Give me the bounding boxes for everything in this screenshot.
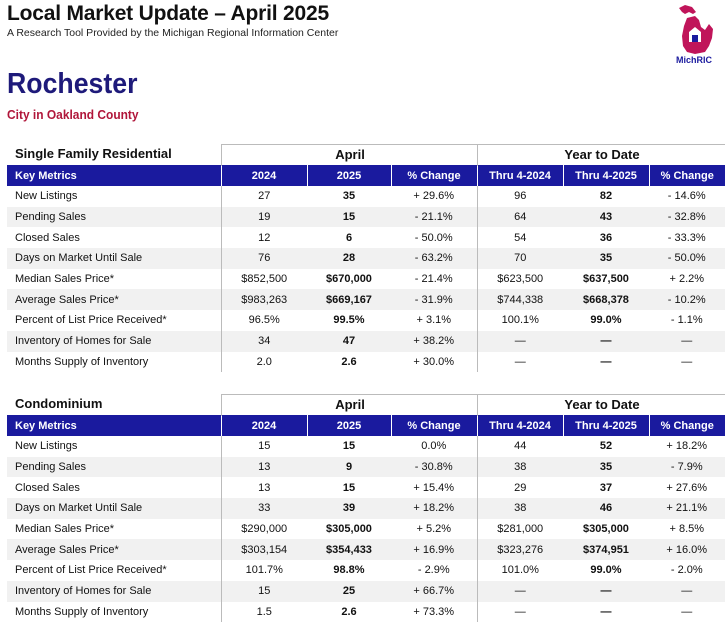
- metric-value: - 50.0%: [414, 231, 453, 244]
- metric-value: 99.0%: [590, 564, 622, 577]
- metric-value: 15: [307, 207, 391, 228]
- table-row: [7, 331, 725, 352]
- metric-value: $852,500: [221, 269, 307, 290]
- metric-value: —: [649, 331, 725, 352]
- metric-value: 15: [342, 481, 356, 494]
- metric-value: —: [649, 602, 725, 623]
- april-group-header: April: [221, 394, 478, 416]
- metric-value: + 21.1%: [649, 498, 725, 519]
- metric-value: + 27.6%: [649, 477, 725, 498]
- metric-value: + 2.2%: [649, 269, 725, 290]
- metric-value: 70: [477, 248, 563, 269]
- column-header: 2025: [307, 165, 391, 186]
- metric-value: + 38.2%: [391, 331, 477, 352]
- metric-value: 25: [307, 581, 391, 602]
- metric-value: —: [563, 581, 649, 602]
- metric-value: 52: [599, 440, 613, 453]
- table-row: [7, 602, 725, 623]
- table-row: [7, 207, 725, 228]
- metric-value: 64: [477, 207, 563, 228]
- metric-value: - 31.9%: [391, 289, 477, 310]
- metric-value: 15: [342, 440, 356, 453]
- metric-label: Median Sales Price*: [15, 523, 115, 536]
- table-row: [7, 310, 725, 331]
- metric-value: 35: [563, 248, 649, 269]
- metric-value: —: [477, 331, 563, 352]
- metric-value: - 50.0%: [649, 248, 725, 269]
- metric-value: 43: [563, 207, 649, 228]
- column-header: % Change: [391, 415, 477, 436]
- column-header: 2024: [221, 165, 307, 186]
- metric-value: 98.8%: [333, 564, 365, 577]
- table-row: [7, 519, 725, 540]
- table-row: [7, 477, 725, 498]
- metric-value: —: [600, 355, 612, 368]
- table-row: [7, 352, 725, 373]
- metric-value: 82: [599, 190, 613, 203]
- metric-value: - 1.1%: [649, 310, 725, 331]
- county-label: City in Oakland County: [7, 107, 139, 122]
- report-subtitle: A Research Tool Provided by the Michigan Regional Information Center: [7, 27, 339, 39]
- column-header: Thru 4-2025: [563, 165, 649, 186]
- metric-label: Days on Market Until Sale: [7, 498, 221, 519]
- metric-label: Inventory of Homes for Sale: [7, 331, 221, 352]
- table-row: [7, 227, 725, 248]
- metric-value: 12: [221, 227, 307, 248]
- metric-value: 99.0%: [590, 314, 622, 327]
- condominium-section: [7, 394, 725, 622]
- metric-value: 28: [307, 248, 391, 269]
- metric-label: New Listings: [15, 190, 78, 203]
- table-row: [7, 269, 725, 290]
- metric-value: $303,154: [221, 539, 307, 560]
- metric-value: $354,433: [307, 539, 391, 560]
- column-header: % Change: [391, 165, 477, 186]
- metric-value: $637,500: [583, 273, 629, 286]
- metric-value: 2.6: [341, 355, 357, 368]
- metric-value: 101.7%: [221, 560, 307, 581]
- metric-value: $983,263: [221, 289, 307, 310]
- metric-value: 54: [477, 227, 563, 248]
- metric-value: 15: [221, 436, 307, 457]
- section-title: Single Family Residential: [15, 146, 172, 161]
- metric-value: —: [477, 581, 563, 602]
- metric-value: + 8.5%: [649, 519, 725, 540]
- metric-label: Median Sales Price*: [15, 273, 115, 286]
- metric-value: $281,000: [477, 519, 563, 540]
- metric-value: $669,167: [307, 289, 391, 310]
- metric-value: —: [649, 581, 725, 602]
- logo-wordmark: MichRIC: [676, 55, 712, 65]
- report-title: Local Market Update – April 2025: [7, 2, 329, 25]
- section-title: Condominium: [15, 396, 103, 411]
- metric-value: 100.1%: [477, 310, 563, 331]
- metric-value: 15: [221, 581, 307, 602]
- metric-label: Days on Market Until Sale: [7, 248, 221, 269]
- april-group-header: April: [221, 144, 478, 166]
- metric-label: Average Sales Price*: [7, 289, 221, 310]
- metric-value: 13: [221, 457, 307, 478]
- metric-value: —: [477, 602, 563, 623]
- metric-value: - 63.2%: [391, 248, 477, 269]
- metric-value: 27: [221, 186, 307, 207]
- single-family-section: [7, 144, 725, 372]
- metric-value: + 16.0%: [649, 539, 725, 560]
- column-header: Key Metrics: [7, 165, 221, 186]
- metric-value: 33: [221, 498, 307, 519]
- metric-label: Average Sales Price*: [7, 539, 221, 560]
- metric-value: $305,000: [583, 523, 629, 536]
- metric-value: $374,951: [563, 539, 649, 560]
- metric-value: - 32.8%: [649, 207, 725, 228]
- metric-label: Percent of List Price Received*: [15, 314, 167, 327]
- metric-value: - 14.6%: [649, 186, 725, 207]
- metric-value: 29: [477, 477, 563, 498]
- metric-value: $744,338: [477, 289, 563, 310]
- metric-label: Percent of List Price Received*: [15, 564, 167, 577]
- metric-value: 96.5%: [221, 310, 307, 331]
- metric-value: $623,500: [477, 269, 563, 290]
- metric-value: - 33.3%: [649, 227, 725, 248]
- table-row: [7, 539, 725, 560]
- condominium-table: [7, 415, 725, 622]
- metric-value: - 21.4%: [414, 273, 453, 286]
- metric-value: 2.6: [341, 605, 357, 618]
- metric-value: 35: [342, 190, 356, 203]
- metric-value: 36: [599, 231, 613, 244]
- ytd-group-header: Year to Date: [477, 144, 725, 166]
- metric-value: 38: [477, 457, 563, 478]
- metric-value: - 2.0%: [649, 560, 725, 581]
- column-header: Thru 4-2024: [477, 415, 563, 436]
- metric-value: + 15.4%: [413, 481, 455, 494]
- column-header: Key Metrics: [7, 415, 221, 436]
- ytd-group-header: Year to Date: [477, 394, 725, 416]
- table-row: [7, 581, 725, 602]
- metric-value: + 29.6%: [413, 190, 455, 203]
- metric-value: - 21.1%: [391, 207, 477, 228]
- michric-logo: [665, 2, 723, 68]
- metric-value: —: [600, 605, 612, 618]
- metric-value: 9: [307, 457, 391, 478]
- metric-value: $305,000: [326, 523, 372, 536]
- metric-value: —: [477, 352, 563, 373]
- table-row: [7, 186, 725, 207]
- metric-value: $670,000: [326, 273, 372, 286]
- metric-value: - 2.9%: [417, 564, 450, 577]
- metric-value: 2.0: [221, 352, 307, 373]
- metric-value: 46: [563, 498, 649, 519]
- metric-value: 76: [221, 248, 307, 269]
- metric-value: + 3.1%: [416, 314, 452, 327]
- metric-value: 39: [307, 498, 391, 519]
- table-row: [7, 248, 725, 269]
- metric-value: 1.5: [221, 602, 307, 623]
- column-header: % Change: [649, 415, 725, 436]
- column-header: % Change: [649, 165, 725, 186]
- metric-value: + 18.2%: [391, 498, 477, 519]
- metric-value: + 16.9%: [391, 539, 477, 560]
- metric-value: 101.0%: [477, 560, 563, 581]
- metric-label: New Listings: [15, 440, 78, 453]
- metric-value: - 10.2%: [649, 289, 725, 310]
- metric-value: + 18.2%: [649, 436, 725, 457]
- table-row: [7, 436, 725, 457]
- single-family-table: [7, 165, 725, 372]
- metric-value: 6: [345, 231, 353, 244]
- metric-label: Months Supply of Inventory: [15, 605, 149, 618]
- metric-value: 34: [221, 331, 307, 352]
- metric-value: 37: [599, 481, 613, 494]
- column-header: 2025: [307, 415, 391, 436]
- metric-value: 38: [477, 498, 563, 519]
- metric-value: 44: [477, 436, 563, 457]
- metric-value: $668,378: [563, 289, 649, 310]
- metric-label: Months Supply of Inventory: [15, 355, 149, 368]
- metric-value: 47: [307, 331, 391, 352]
- metric-value: + 66.7%: [391, 581, 477, 602]
- column-header: 2024: [221, 415, 307, 436]
- metric-label: Closed Sales: [15, 481, 80, 494]
- metric-value: —: [649, 352, 725, 373]
- metric-value: 99.5%: [333, 314, 365, 327]
- table-row: [7, 457, 725, 478]
- metric-label: Closed Sales: [15, 231, 80, 244]
- metric-value: $290,000: [221, 519, 307, 540]
- metric-value: 0.0%: [421, 440, 447, 453]
- metric-label: Pending Sales: [7, 457, 221, 478]
- metric-label: Pending Sales: [7, 207, 221, 228]
- metric-value: 35: [563, 457, 649, 478]
- metric-value: 19: [221, 207, 307, 228]
- metric-value: - 30.8%: [391, 457, 477, 478]
- metric-value: 13: [221, 477, 307, 498]
- metric-value: + 73.3%: [413, 605, 455, 618]
- city-name: Rochester: [7, 68, 138, 100]
- column-header: Thru 4-2025: [563, 415, 649, 436]
- metric-value: + 5.2%: [416, 523, 452, 536]
- metric-value: $323,276: [477, 539, 563, 560]
- metric-value: + 30.0%: [413, 355, 455, 368]
- metric-value: 96: [477, 186, 563, 207]
- table-row: [7, 498, 725, 519]
- metric-label: Inventory of Homes for Sale: [7, 581, 221, 602]
- column-header: Thru 4-2024: [477, 165, 563, 186]
- metric-value: —: [563, 331, 649, 352]
- table-row: [7, 560, 725, 581]
- table-row: [7, 289, 725, 310]
- metric-value: - 7.9%: [649, 457, 725, 478]
